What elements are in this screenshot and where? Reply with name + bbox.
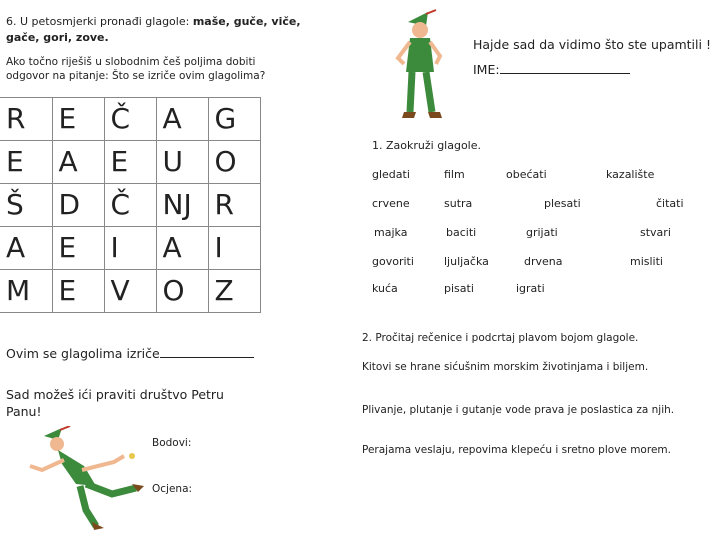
grid-cell[interactable]: O (156, 270, 208, 313)
name-blank[interactable] (500, 63, 630, 74)
grid-cell[interactable]: I (104, 227, 156, 270)
flying-peter-pan-illustration (24, 426, 148, 530)
task1-word[interactable]: grijati (526, 226, 558, 239)
answer-blank[interactable] (160, 347, 254, 358)
grid-cell[interactable]: E (52, 98, 104, 141)
grid-cell[interactable]: R (208, 184, 260, 227)
sentence-2: Plivanje, plutanje i gutanje vode prava je poslastica za njih. (362, 404, 675, 416)
task1-word[interactable]: obećati (506, 168, 547, 181)
name-label: IME: (473, 62, 500, 77)
task1-word[interactable]: film (444, 168, 465, 181)
grid-cell[interactable]: A (52, 141, 104, 184)
standing-peter-pan-illustration (380, 8, 460, 124)
task1-word[interactable]: crvene (372, 197, 410, 210)
task1-word[interactable]: pisati (444, 282, 474, 295)
grid-row (0, 184, 260, 227)
grid-cell[interactable]: A (156, 98, 208, 141)
grid-cell[interactable]: D (52, 184, 104, 227)
grid-cell[interactable]: NJ (156, 184, 208, 227)
task1-word[interactable]: kazalište (606, 168, 655, 181)
grid-row (0, 98, 260, 141)
grid-cell[interactable]: E (52, 227, 104, 270)
task1-word[interactable]: stvari (640, 226, 671, 239)
task6-title (6, 14, 301, 46)
task1-word[interactable]: ljuljačka (444, 255, 489, 268)
task2-title: 2. Pročitaj rečenice i podcrtaj plavom bojom glagole. (362, 332, 639, 344)
task6-verbs-1: maše, guče, viče, (192, 15, 301, 28)
grid-row (0, 227, 260, 270)
grid-cell[interactable]: E (0, 141, 52, 184)
task1-word[interactable]: čitati (656, 197, 684, 210)
grid-row (0, 141, 260, 184)
answer-prompt (6, 346, 254, 361)
grid-cell[interactable]: U (156, 141, 208, 184)
grid-cell[interactable]: Š (0, 184, 52, 227)
header-title: Hajde sad da vidimo što ste upamtili ! (473, 37, 711, 52)
task6-instruction-2: odgovor na pitanje: Što se izriče ovim glagolima? (6, 70, 266, 82)
grid-cell[interactable]: V (104, 270, 156, 313)
task1-word[interactable]: govoriti (372, 255, 414, 268)
task1-word[interactable]: misliti (630, 255, 663, 268)
task1-word[interactable]: plesati (544, 197, 581, 210)
task6-title-prefix: 6. U petosmjerki pronađi glagole: (6, 15, 193, 28)
grid-cell[interactable]: E (52, 270, 104, 313)
sentence-3: Perajama veslaju, repovima klepeću i sretno plove morem. (362, 444, 671, 456)
sentence-1: Kitovi se hrane sićušnim morskim životinjama i biljem. (362, 361, 649, 373)
grade-label: Ocjena: (152, 483, 193, 495)
score-label: Bodovi: (152, 437, 192, 449)
closing-line-2: Panu! (6, 404, 42, 419)
task1-word[interactable]: drvena (524, 255, 563, 268)
grid-cell[interactable]: R (0, 98, 52, 141)
task1-title: 1. Zaokruži glagole. (372, 139, 482, 152)
grid-cell[interactable]: G (208, 98, 260, 141)
answer-prompt-text: Ovim se glagolima izriče (6, 346, 160, 361)
task1-word[interactable]: kuća (372, 282, 398, 295)
grid-cell[interactable]: A (0, 227, 52, 270)
grid-cell[interactable]: O (208, 141, 260, 184)
closing-line-1: Sad možeš ići praviti društvo Petru (6, 387, 224, 402)
grid-cell[interactable]: Č (104, 98, 156, 141)
task1-word[interactable]: sutra (444, 197, 473, 210)
grid-cell[interactable]: A (156, 227, 208, 270)
task1-word[interactable]: majka (374, 226, 408, 239)
task1-word[interactable]: baciti (446, 226, 477, 239)
grid-cell[interactable]: Č (104, 184, 156, 227)
word-search-grid (0, 97, 261, 313)
grid-row (0, 270, 260, 313)
task1-word[interactable]: igrati (516, 282, 545, 295)
task6-verbs-2: gače, gori, zove. (6, 31, 109, 44)
grid-cell[interactable]: I (208, 227, 260, 270)
name-field (473, 62, 630, 77)
task1-word[interactable]: gledati (372, 168, 410, 181)
grid-cell[interactable]: Z (208, 270, 260, 313)
grid-cell[interactable]: E (104, 141, 156, 184)
grid-cell[interactable]: M (0, 270, 52, 313)
task6-instruction-1: Ako točno riješiš u slobodnim češ poljima dobiti (6, 56, 256, 68)
